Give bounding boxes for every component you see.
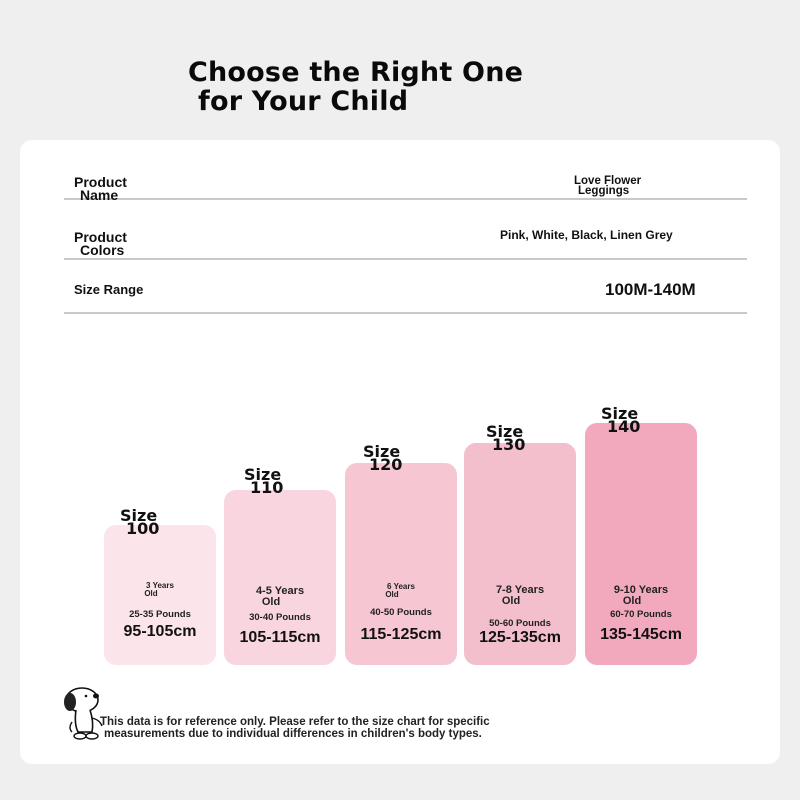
size-label: Size 110: [244, 465, 284, 497]
height-cm-label: 125-135cm: [479, 629, 561, 646]
page-title: [188, 58, 523, 116]
height-cm-label: 115-125cm: [360, 626, 442, 643]
size-label: Size 140: [601, 404, 641, 436]
size-label: Size 130: [486, 422, 526, 454]
weight-label: 25-35 Pounds: [129, 609, 191, 620]
age-label: 4-5 Years Old: [255, 585, 305, 608]
disclaimer-line-2: measurements due to individual differences in children's body types.: [104, 728, 482, 740]
size-label: Size 100: [120, 506, 160, 538]
size-bar-130: [464, 422, 576, 665]
product-name-value: Love Flower Leggings: [574, 175, 642, 197]
age-label: 3 Years Old: [144, 581, 174, 598]
height-cm-label: 95-105cm: [123, 623, 197, 640]
product-name-label: Product Name: [74, 174, 127, 203]
disclaimer-line-1: This data is for reference only. Please refer to the size chart for specific: [100, 716, 490, 728]
age-label: 6 Years Old: [385, 582, 415, 599]
product-colors-label: Product Colors: [74, 229, 127, 258]
size-guide-card: [20, 140, 780, 764]
size-bar-120: [345, 442, 457, 665]
size-bar-110: [224, 465, 336, 665]
size-bars: [20, 140, 780, 764]
size-bar-140: [585, 404, 697, 665]
product-colors-value: Pink, White, Black, Linen Grey: [500, 228, 673, 242]
height-cm-label: 105-115cm: [239, 629, 321, 646]
size-bar-100: [104, 506, 216, 665]
age-label: 7-8 Years Old: [495, 584, 545, 607]
size-label: Size 120: [363, 442, 403, 474]
title-line-2: for Your Child: [198, 86, 409, 117]
disclaimer-note: [100, 716, 490, 740]
weight-label: 50-60 Pounds: [489, 618, 551, 629]
size-range-label: Size Range: [74, 282, 144, 297]
weight-label: 60-70 Pounds: [610, 609, 672, 620]
size-range-value: 100M-140M: [605, 280, 696, 299]
title-line-1: Choose the Right One: [188, 57, 524, 88]
age-label: 9-10 Years Old: [613, 584, 669, 607]
weight-label: 30-40 Pounds: [249, 612, 311, 623]
weight-label: 40-50 Pounds: [370, 607, 432, 618]
height-cm-label: 135-145cm: [600, 626, 682, 643]
